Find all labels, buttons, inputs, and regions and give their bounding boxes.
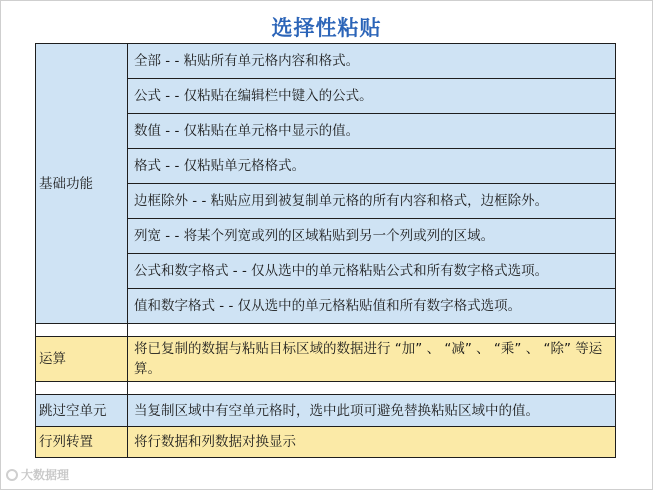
basic-item-formulas-number-formats: 公式和数字格式 - - 仅从选中的单元格粘贴公式和所有数字格式选项。	[128, 254, 616, 289]
watermark-logo-icon	[6, 469, 18, 481]
skip-blanks-description: 当复制区域中有空单元格时，选中此项可避免替换粘贴区域中的值。	[128, 395, 616, 427]
paste-special-table	[35, 43, 616, 458]
table-row	[36, 337, 616, 382]
transpose-label: 行列转置	[36, 427, 128, 458]
basic-item-values-number-formats: 值和数字格式 - - 仅从选中的单元格粘贴值和所有数字格式选项。	[128, 289, 616, 324]
basic-item-formats: 格式 - - 仅粘贴单元格格式。	[128, 149, 616, 184]
spacer-row	[36, 324, 616, 337]
watermark-text: 大数据理	[21, 468, 70, 482]
transpose-description: 将行数据和列数据对换显示	[128, 427, 616, 458]
table-row	[36, 44, 616, 79]
basic-item-all: 全部 - - 粘贴所有单元格内容和格式。	[128, 44, 616, 79]
operation-label: 运算	[36, 337, 128, 382]
table-row	[36, 395, 616, 427]
basic-item-no-borders: 边框除外 - - 粘贴应用到被复制单元格的所有内容和格式，边框除外。	[128, 184, 616, 219]
basic-item-formulas: 公式 - - 仅粘贴在编辑栏中键入的公式。	[128, 79, 616, 114]
basic-functions-label: 基础功能	[36, 44, 128, 324]
skip-blanks-label: 跳过空单元	[36, 395, 128, 427]
basic-item-column-widths: 列宽 - - 将某个列宽或列的区域粘贴到另一个列或列的区域。	[128, 219, 616, 254]
basic-item-values: 数值 - - 仅粘贴在单元格中显示的值。	[128, 114, 616, 149]
watermark	[6, 466, 69, 483]
page-title: 选择性粘贴	[271, 16, 382, 40]
spacer-row	[36, 382, 616, 395]
table-row	[36, 427, 616, 458]
operation-description: 将已复制的数据与粘贴目标区域的数据进行 “加” 、 “减” 、 “乘” 、 “除” 等运算。	[128, 337, 616, 382]
